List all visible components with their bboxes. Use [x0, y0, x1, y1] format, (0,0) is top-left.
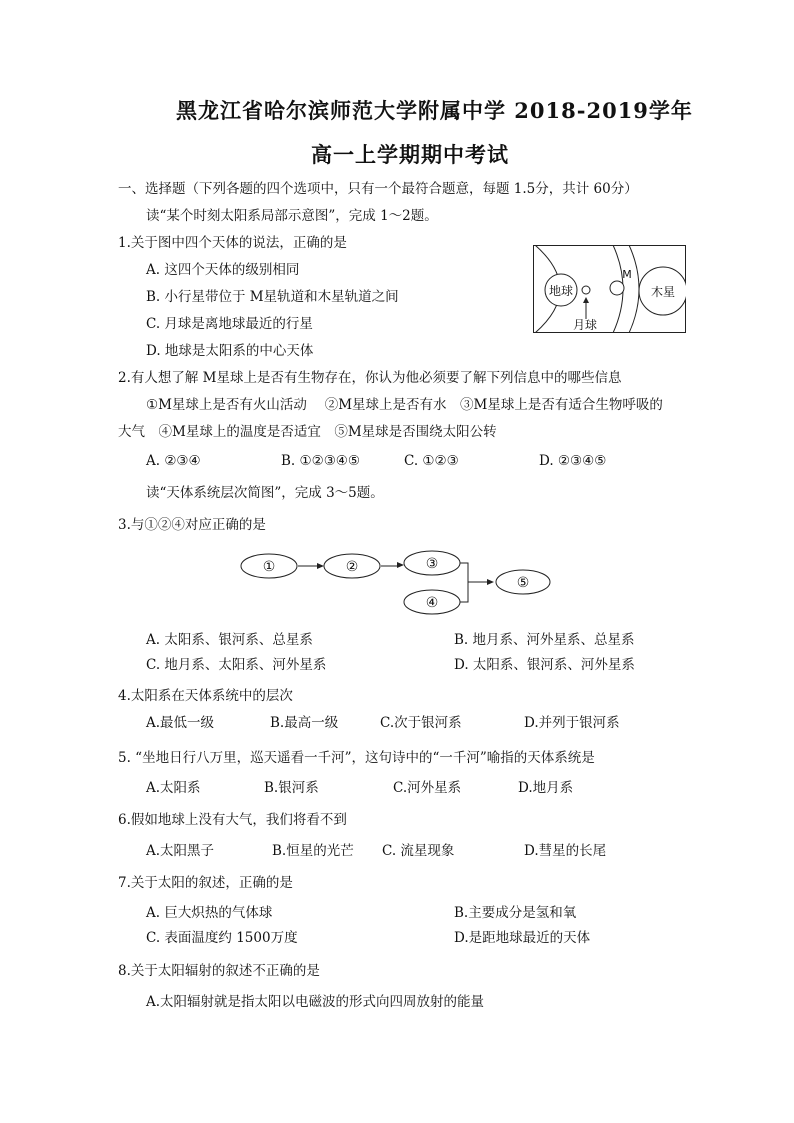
question-2-option-a: A. ②③④	[146, 453, 201, 469]
question-5-stem: 5. “坐地日行八万里，巡天遥看一千河”，这句诗中的“一千河”喻指的天体系统是	[118, 750, 595, 766]
question-7-stem: 7.关于太阳的叙述，正确的是	[118, 875, 293, 891]
question-5-option-d: D.地月系	[518, 780, 574, 796]
bracket-connector	[460, 563, 468, 602]
node-5-label: ⑤	[516, 575, 530, 591]
moon-label: 月球	[572, 318, 598, 332]
question-4-option-c: C.次于银河系	[380, 715, 462, 731]
celestial-hierarchy-diagram	[238, 549, 554, 617]
question-4-stem: 4.太阳系在天体系统中的层次	[118, 688, 293, 704]
question-6-option-a: A.太阳黑子	[146, 843, 215, 859]
arrow-to-5-head	[487, 579, 494, 585]
m-planet-circle	[610, 281, 624, 295]
question-3-stem: 3.与①②④对应正确的是	[118, 517, 266, 533]
question-4-option-d: D.并列于银河系	[524, 715, 620, 731]
question-5-option-c: C.河外星系	[393, 780, 462, 796]
question-6-option-d: D.彗星的长尾	[524, 843, 607, 859]
question-2-stem: 2.有人想了解 M星球上是否有生物存在，你认为他必须要了解下列信息中的哪些信息	[118, 370, 622, 386]
question-7-option-c: C. 表面温度约 1500万度	[146, 930, 298, 946]
question-2-line2: ①M星球上是否有火山活动 ②M星球上是否有水 ③M星球上是否有适合生物呼吸的	[146, 397, 663, 413]
document-title-line2: 高一上学期期中考试	[311, 142, 509, 167]
section-heading: 一、选择题（下列各题的四个选项中，只有一个最符合题意，每题 1.5分，共计 60分）	[118, 181, 638, 197]
node-2-label: ②	[345, 559, 359, 575]
question-2-option-c: C. ①②③	[404, 453, 459, 469]
moon-pointer-arrowhead	[583, 297, 589, 303]
question-1-option-c: C. 月球是离地球最近的行星	[146, 316, 313, 332]
question-3-option-d: D. 太阳系、银河系、河外星系	[454, 657, 635, 673]
question-1-option-d: D. 地球是太阳系的中心天体	[146, 343, 314, 359]
m-planet-label: M	[622, 268, 632, 281]
question-6-stem: 6.假如地球上没有大气，我们将看不到	[118, 812, 347, 828]
node-1-label: ①	[262, 559, 276, 575]
question-5-option-a: A.太阳系	[146, 780, 201, 796]
earth-label: 地球	[548, 284, 574, 298]
solar-system-diagram	[533, 245, 686, 333]
intro-q3-5: 读“天体系统层次简图”，完成 3～5题。	[146, 485, 384, 501]
moon-circle	[582, 286, 590, 294]
question-3-option-b: B. 地月系、河外星系、总星系	[454, 632, 635, 648]
question-2-option-d: D. ②③④⑤	[539, 453, 607, 469]
jupiter-label: 木星	[650, 285, 676, 299]
question-4-option-b: B.最高一级	[270, 715, 339, 731]
question-2-line3: 大气 ④M星球上的温度是否适宜 ⑤M星球是否围绕太阳公转	[118, 424, 497, 440]
question-3-option-a: A. 太阳系、银河系、总星系	[146, 632, 313, 648]
question-7-option-d: D.是距地球最近的天体	[454, 930, 591, 946]
question-8-option-a: A.太阳辐射就是指太阳以电磁波的形式向四周放射的能量	[146, 994, 485, 1010]
arrow-1-2-head	[317, 563, 324, 569]
node-3-label: ③	[425, 556, 439, 572]
question-1-stem: 1.关于图中四个天体的说法，正确的是	[118, 235, 347, 251]
question-8-stem: 8.关于太阳辐射的叙述不正确的是	[118, 963, 320, 979]
question-6-option-c: C. 流星现象	[382, 843, 455, 859]
jupiter-orbit	[629, 245, 639, 333]
question-1-option-a: A. 这四个天体的级别相同	[146, 262, 300, 278]
question-1-option-b: B. 小行星带位于 M星轨道和木星轨道之间	[146, 289, 399, 305]
document-title-line1: 黑龙江省哈尔滨师范大学附属中学 2018-2019学年	[176, 98, 693, 123]
question-2-option-b: B. ①②③④⑤	[281, 453, 361, 469]
question-7-option-b: B.主要成分是氢和氧	[454, 905, 577, 921]
intro-q1-2: 读“某个时刻太阳系局部示意图”，完成 1～2题。	[146, 208, 438, 224]
question-4-option-a: A.最低一级	[146, 715, 215, 731]
arrow-2-3-head	[397, 562, 404, 568]
node-4-label: ④	[425, 595, 439, 611]
question-3-option-c: C. 地月系、太阳系、河外星系	[146, 657, 327, 673]
question-5-option-b: B.银河系	[264, 780, 319, 796]
question-7-option-a: A. 巨大炽热的气体球	[146, 905, 273, 921]
question-6-option-b: B.恒星的光芒	[272, 843, 354, 859]
